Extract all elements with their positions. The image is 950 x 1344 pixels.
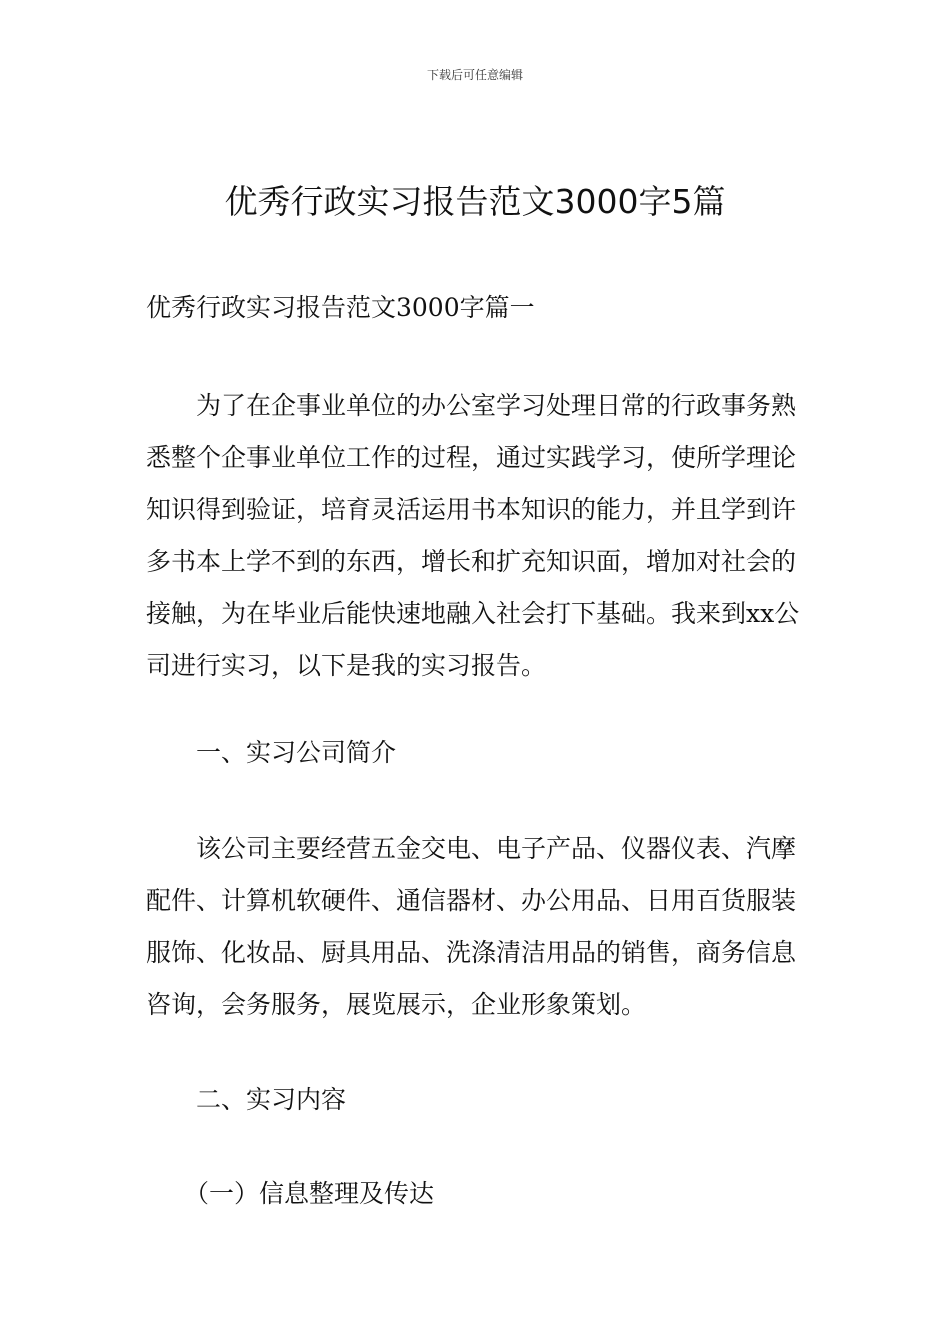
document-subtitle: 优秀行政实习报告范文3000字篇一	[146, 293, 535, 322]
subsection-heading-info-processing: （一）信息整理及传达	[184, 1179, 435, 1208]
intro-paragraph: 为了在企事业单位的办公室学习处理日常的行政事务熟悉整个企事业单位工作的过程，通过实践学习，使所学理论知识得到验证，培育灵活运用书本知识的能力，并且学到许多书本上学不到的东西，增长和扩充知识面，增加对社会的接触，为在毕业后能快速地融入社会打下基础。我来到xx公司进行实习，以下是我的实习报告。	[146, 391, 800, 680]
section-heading-internship-content: 二、实习内容	[196, 1085, 347, 1114]
company-intro-paragraph: 该公司主要经营五金交电、电子产品、仪器仪表、汽摩配件、计算机软硬件、通信器材、办公用品、日用百货服装服饰、化妆品、厨具用品、洗涤清洁用品的销售，商务信息咨询，会务服务，展览展示，企业形象策划。	[146, 834, 797, 1019]
section-heading-company-intro: 一、实习公司简介	[196, 738, 397, 767]
document-title: 优秀行政实习报告范文3000字5篇	[224, 182, 726, 221]
page-header-note: 下载后可任意编辑	[426, 68, 523, 82]
